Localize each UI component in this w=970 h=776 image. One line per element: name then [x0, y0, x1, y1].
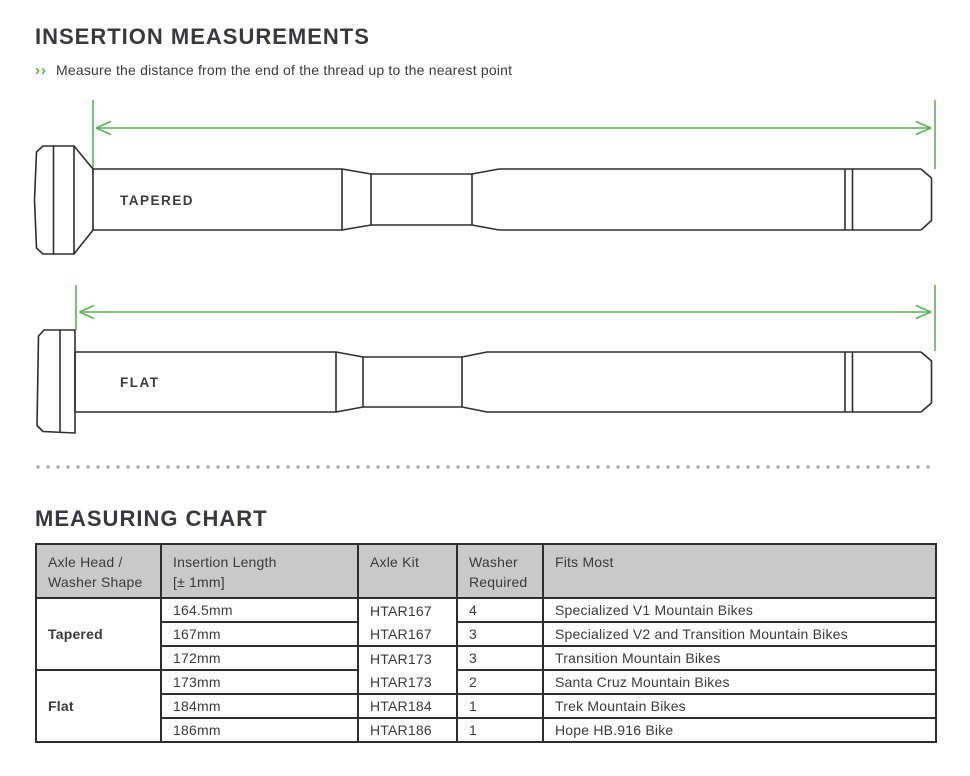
tapered-axle-diagram [0, 90, 970, 265]
fits-cell: Trek Mountain Bikes [543, 694, 936, 718]
chevron-right-icon: ›› [35, 62, 47, 79]
table-row [36, 694, 936, 718]
axle-taper-cone [74, 146, 93, 254]
axle-head [37, 330, 75, 433]
col-header-kit [358, 544, 457, 598]
shaft-bottom-edge [93, 225, 921, 230]
table-row [36, 670, 936, 694]
header-line: Washer Shape [48, 573, 143, 590]
insertion-section-title: INSERTION MEASUREMENTS [35, 24, 370, 49]
table-row [36, 622, 936, 646]
shaft-segment-lines [336, 352, 853, 412]
dotted-divider [35, 463, 935, 471]
tapered-label: TAPERED [120, 193, 195, 208]
measuring-table [35, 543, 937, 743]
header-row [36, 544, 936, 598]
col-header-washer [457, 544, 543, 598]
dimension-arrow [76, 285, 935, 351]
kit-cell: HTAR167 [358, 598, 457, 622]
table-row [36, 718, 936, 742]
kit-cell: HTAR173 [358, 670, 457, 694]
flat-axle-diagram [0, 275, 970, 450]
flat-axle-outline [37, 330, 932, 433]
thread-end-chamfer [921, 352, 932, 412]
flat-label: FLAT [120, 375, 160, 390]
kit-cell: HTAR167 [358, 622, 457, 646]
measuring-chart-title: MEASURING CHART [35, 506, 268, 531]
washer-cell: 3 [457, 622, 543, 646]
col-header-fits [543, 544, 936, 598]
col-header-shape [36, 544, 161, 598]
length-cell: 172mm [161, 646, 358, 670]
header-line: Axle Kit [370, 554, 420, 570]
header-line: Fits Most [555, 554, 614, 570]
washer-cell: 4 [457, 598, 543, 622]
measure-note-text: Measure the distance from the end of the thread up to the nearest point [56, 62, 513, 78]
header-line: [± 1mm] [173, 573, 225, 590]
col-header-length [161, 544, 358, 598]
fits-cell: Specialized V1 Mountain Bikes [543, 598, 936, 622]
measure-note [35, 62, 512, 79]
fits-cell: Specialized V2 and Transition Mountain Bikes [543, 622, 936, 646]
washer-cell: 2 [457, 670, 543, 694]
header-line: Axle Head / [48, 554, 123, 570]
header-line: Required [469, 573, 528, 590]
length-cell: 164.5mm [161, 598, 358, 622]
washer-cell: 1 [457, 718, 543, 742]
shaft-top-edge [93, 169, 921, 174]
washer-cell: 3 [457, 646, 543, 670]
header-line: Insertion Length [173, 554, 277, 570]
table-row [36, 598, 936, 622]
shape-cell: Tapered [36, 598, 161, 670]
dimension-arrow [93, 100, 935, 173]
length-cell: 173mm [161, 670, 358, 694]
shaft-top-edge [75, 352, 921, 357]
length-cell: 186mm [161, 718, 358, 742]
washer-cell: 1 [457, 694, 543, 718]
length-cell: 167mm [161, 622, 358, 646]
shaft-bottom-edge [75, 407, 921, 412]
kit-cell: HTAR186 [358, 718, 457, 742]
fits-cell: Transition Mountain Bikes [543, 646, 936, 670]
table-row [36, 646, 936, 670]
header-line: Washer [469, 554, 518, 570]
thread-end-chamfer [921, 169, 932, 230]
shape-cell: Flat [36, 670, 161, 742]
shaft-segment-lines [342, 169, 853, 230]
length-cell: 184mm [161, 694, 358, 718]
kit-cell: HTAR173 [358, 646, 457, 670]
fits-cell: Hope HB.916 Bike [543, 718, 936, 742]
fits-cell: Santa Cruz Mountain Bikes [543, 670, 936, 694]
kit-cell: HTAR184 [358, 694, 457, 718]
